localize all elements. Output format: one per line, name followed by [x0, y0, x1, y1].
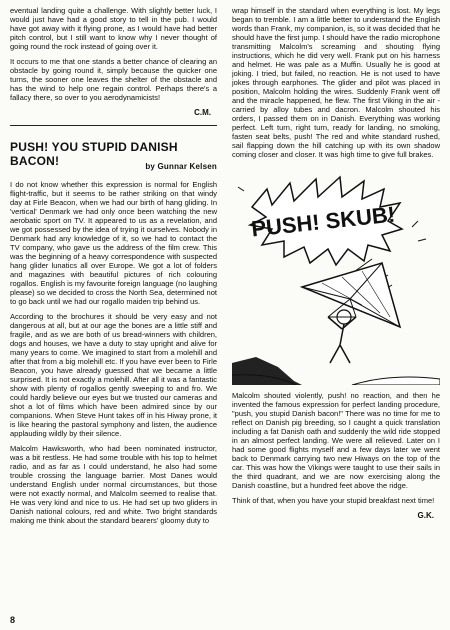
- article-title: PUSH! YOU STUPID DANISH BACON!: [10, 140, 178, 168]
- cartoon-illustration: [232, 167, 440, 385]
- intro-signature: C.M.: [194, 108, 211, 117]
- article-paragraph-2: According to the brochures it should be very easy and not dangerous at all, but at our age the bones are a little stiff and fragile, and as we are both of us bread-winners with children, dogs and houses, we have a duty to stay upright and alive for many years to come. We imagined to start from a molehill and after that from a big molehill etc. If you have ever been to Firle Beacon, you have already guessed that we became a little surprised. It is not exactly a molehill. After all it was a fantastic show with plenty of rogallos gently sweeping to and fro. We could hardly believe our eyes but we trusted our cameras and shot a lot of films which have been admired since by our companions. When Steve Hunt takes off in his Hiway prone, it is like hearing the pastoral symphony and listen, the audience applauding wildly by their silence.: [10, 312, 217, 438]
- article-paragraph-1: I do not know whether this expression is normal for English flight-traffic, but it seems to be rather striking on that windy day at Firle Beacon, when we had our birth of hang gliding. In 'vertical' Denmark we had only once been watching the new aerobatic sport on TV. It appeared to us as a revelation, and we got possessed by the idea of trying it ourselves. Nobody in Denmark had any knowledge of it, so we had to contact the TV company, who gave us the address of the film crew. This was the beginning of a heavy correspondence with suspected hang glider lunatics all over Europe. We got a lot of folders and magazines with beautiful pictures of rich colouring rogallos. English is my favourite foreign language (no laughing please) so we decided to cross the North Sea, determined not to go back until we had our rogallo maiden trip behind us.: [10, 180, 217, 306]
- article-signature: G.K.: [417, 511, 434, 520]
- article-paragraph-5: Malcolm shouted violently, push! no reaction, and then he invented the famous expression for perfect landing procedure, "push, you stupid Danish bacon!" There was no time for me to reflect on Danish pig breeding, so I caught a quick translation including a fat Danish oath and suddenly the wild ride stopped in an almost perfect landing. We were all relieved. Later on I had some good flights myself and a few days later we went back to Denmark carrying two new Hiways on the top of the car. This was how the Vikings were taught to use their sails in the third quadrant, and we are now exercising along the Danish coastline, but a hundred feet above the ridge.: [232, 391, 440, 490]
- byline: by Gunnar Kelsen: [145, 162, 217, 171]
- article-paragraph-3: Malcolm Hawksworth, who had been nominated instructor, was a bit restless. He had some trouble with his top to helmet radio, and as far as I could understand, he also had some trouble crossing the language barrier. Most Danes would understand English under normal circumstances, but those were not exactly normal, and Malcolm seemed to realise that. He was very kind and nice to us. He had set up two gliders in Danish national colours, red and white. Two bright standards making me think about the standard bearers' gloomy duty to: [10, 444, 217, 525]
- hang-glider-cartoon: [232, 167, 440, 385]
- article-header: [10, 140, 217, 171]
- article-paragraph-4: wrap himself in the standard when everything is lost. My legs began to tremble. I am a little better to understand the English words than Frank, my companion, is, so it was decided that he should have the first jump. I should have the radio microphone transmitting Malcolm's screaming and shouting flying instructions, which he did very well. Frank put on his harness and helmet. He was pale as a Muffin. Usually he is good at joking. I tried, but failed, no reaction. He is not used to have jokes through earphones. The glider and pilot was placed in position, Malcolm holding the wires. Suddenly Frank went off and the miracle happened, he flew. The first Viking in the air - carried by alloy tubes and dacron. Malcolm shouted his orders, I passed them on in Danish. Everything was working perfect. Left turn, right turn, ready for landing, no smoking, fasten seat belts, push! The red and white standard rushed, sail flapping down the hill catching up with its own shadow coming closer and closer. It was high time to give full brakes.: [232, 6, 440, 159]
- page-number: 8: [10, 615, 16, 625]
- article-title-block: [10, 140, 217, 171]
- intro-paragraph-1: eventual landing quite a challenge. With slightly better luck, I would just have had a good story to tell in the pub. I would have got away with it flying prone, as I would have had better pitch control, but I still want to know why I never thought of going round the rock instead of going over it.: [10, 6, 217, 51]
- right-column: [232, 6, 440, 528]
- article-paragraph-6: Think of that, when you have your stupid breakfast next time!: [232, 496, 435, 505]
- section-divider: [10, 125, 217, 126]
- intro-paragraph-2: It occurs to me that one stands a better chance of clearing an obstacle by going round it, simply because the quicker one turns, the sooner one leaves the shelter of the obstacle and has the wind to help one regain control. Perhaps there's a fallacy there, so over to you aerodynamicists!: [10, 57, 217, 102]
- left-column: [10, 6, 217, 531]
- cartoon-caption: PUSH! SKUB!: [250, 201, 397, 242]
